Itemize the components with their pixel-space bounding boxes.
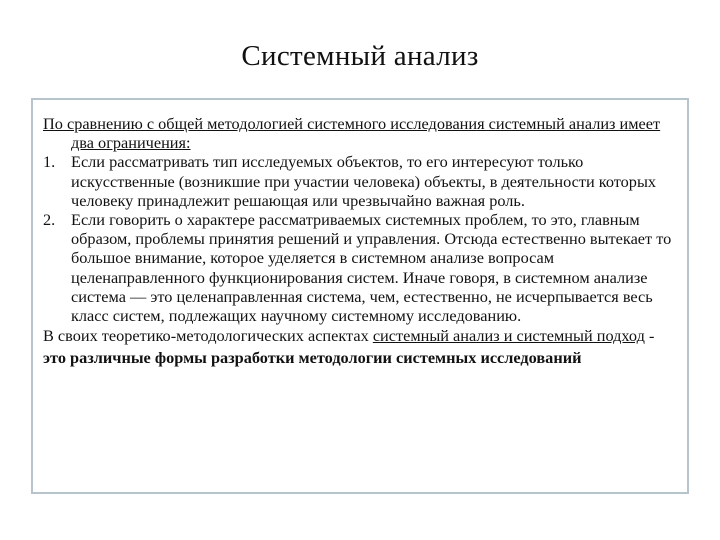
list-item <box>43 152 677 210</box>
closing-bold-statement: это различные формы разработки методологии системных исследований <box>43 347 582 367</box>
list-item-number: 1. <box>43 152 56 172</box>
intro-text: По сравнению с общей методологией системного исследования системный анализ имеет два ограничения: <box>43 114 661 153</box>
list-item-text: Если рассматривать тип исследуемых объектов, то его интересуют только искусственные (возникшие при участии человека) объекты, в деятельности которых человеку принадлежит решающая или чрезвычайно важная роль. <box>71 152 657 210</box>
restrictions-list <box>43 152 677 325</box>
closing-dash: - <box>644 326 655 346</box>
closing-paragraph <box>43 325 677 368</box>
list-item-number: 2. <box>43 210 56 230</box>
closing-term-underlined: системный анализ и системный подход <box>372 326 645 346</box>
list-item <box>43 210 677 325</box>
content-box <box>31 98 689 494</box>
slide-title: Системный анализ <box>241 40 479 72</box>
closing-lead: В своих теоретико-методологических аспектах <box>43 326 373 346</box>
list-item-text: Если говорить о характере рассматриваемых системных проблем, то это, главным образом, проблемы принятия решений и управления. Отсюда естественно вытекает то большое внимание, которое уделяется в системном анализе вопросам целенаправленного функционирования систем. Иначе говоря, в системном анализе система — это целенаправленная система, чем, естественно, не исчерпывается весь класс систем, подлежащих научному системному исследованию. <box>71 210 672 326</box>
